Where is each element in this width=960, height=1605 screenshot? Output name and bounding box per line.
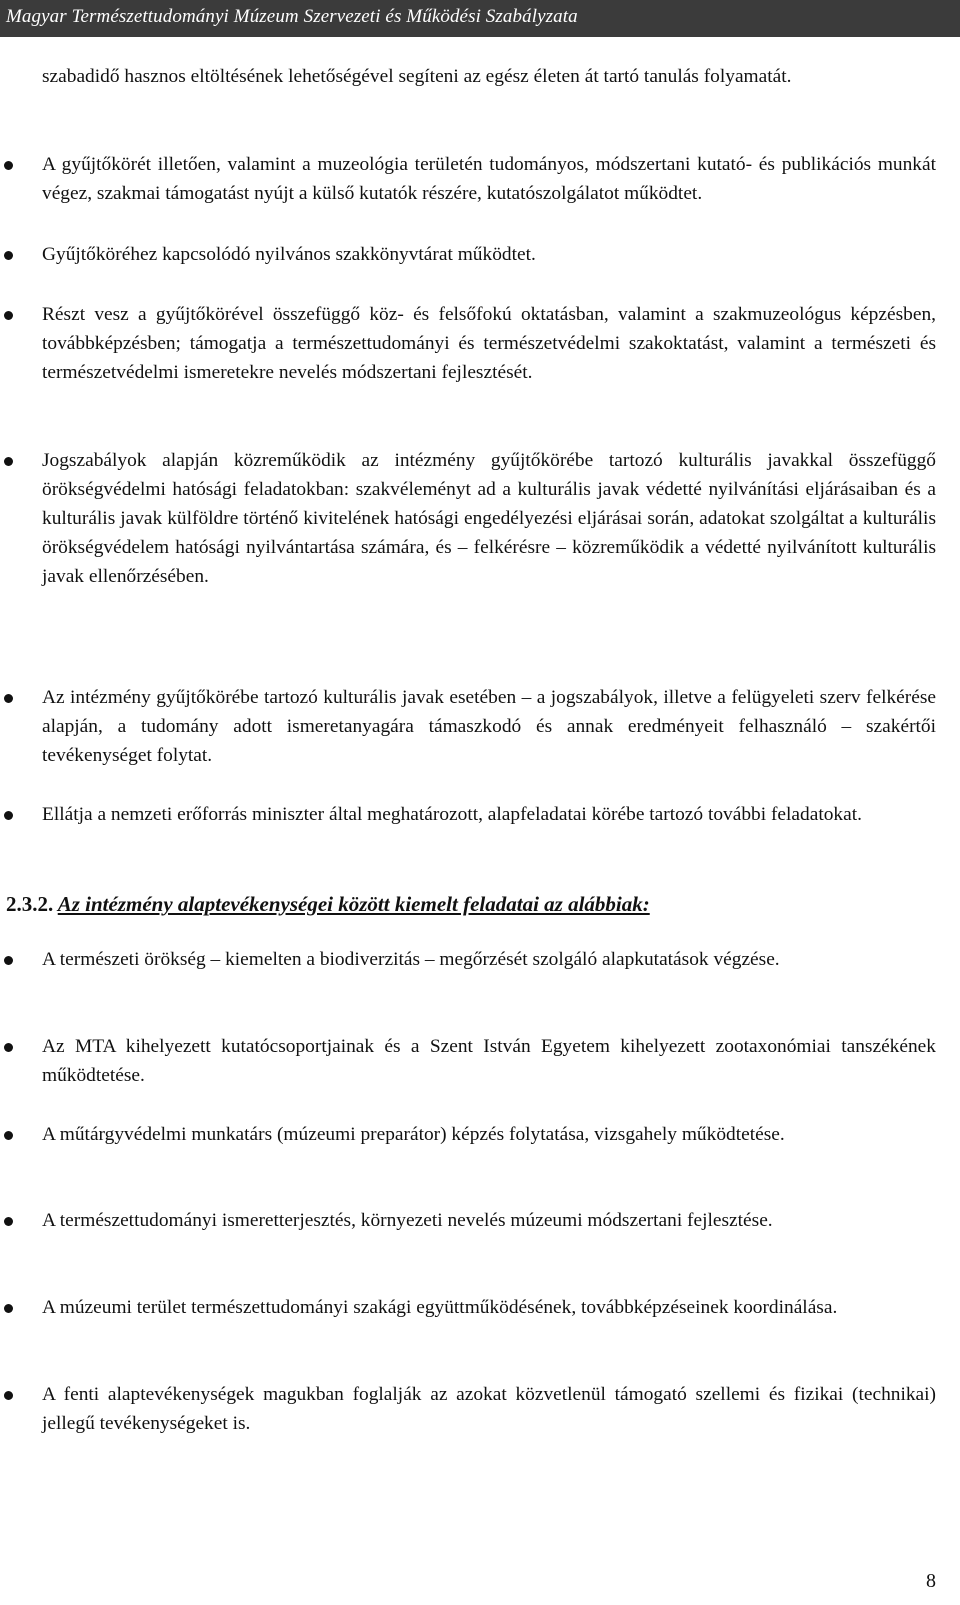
bullet-icon: [4, 457, 13, 466]
section-title: Az intézmény alaptevékenységei között kiemelt feladatai az alábbiak:: [57, 892, 650, 916]
list-item: [42, 1120, 936, 1149]
list-item: [42, 1206, 936, 1235]
priority-tasks-list-6: [42, 1380, 936, 1438]
list-item: [42, 240, 936, 269]
list-item: [42, 446, 936, 591]
bullet-icon: [4, 1391, 13, 1400]
page-number: 8: [926, 1570, 936, 1592]
bullet-icon: [4, 251, 13, 260]
list-item: [42, 1380, 936, 1438]
section-number: 2.3.2.: [6, 892, 54, 916]
priority-tasks-list-3: [42, 1120, 936, 1149]
bullet-icon: [4, 1043, 13, 1052]
section-heading: [6, 889, 936, 919]
list-item-text: A természeti örökség – kiemelten a biodiverzitás – megőrzését szolgáló alapkutatások végzése.: [42, 949, 780, 970]
bullet-icon: [4, 1131, 13, 1140]
list-item: [42, 945, 936, 974]
document-body: [42, 62, 936, 91]
list-item: [42, 800, 936, 829]
list-item-text: Jogszabályok alapján közreműködik az intézmény gyűjtőkörébe tartozó kulturális javakkal összefüggő örökségvédelmi hatósági feladatokban: szakvéleményt ad a kulturális javak védetté nyilvánítási eljárásaiban és a kulturális javak külföldre történő kivitelének hatósági engedélyezési eljárásai során, adatokat szolgáltat a kulturális örökségvédelem hatósági nyilvántartása számára, és – felkérésre – közreműködik a védetté nyilvánított kulturális javak ellenőrzésében.: [42, 450, 936, 587]
document-title: Magyar Természettudományi Múzeum Szervezeti és Működési Szabályzata: [6, 6, 578, 27]
priority-tasks-list: [42, 945, 936, 974]
responsibilities-list-2: [42, 240, 936, 269]
list-item-text: A természettudományi ismeretterjesztés, környezeti nevelés múzeumi módszertani fejlesztése.: [42, 1210, 773, 1231]
responsibilities-list-6: [42, 800, 936, 829]
intro-paragraph: szabadidő hasznos eltöltésének lehetőségével segíteni az egész életen át tartó tanulás folyamatát.: [42, 66, 792, 87]
list-item-text: A gyűjtőkörét illetően, valamint a muzeológia területén tudományos, módszertani kutató- és publikációs munkát végez, szakmai támogatást nyújt a külső kutatók részére, kutatószolgálatot működtet.: [42, 154, 936, 204]
responsibilities-list-3: [42, 300, 936, 387]
bullet-icon: [4, 1304, 13, 1313]
bullet-icon: [4, 311, 13, 320]
bullet-icon: [4, 161, 13, 170]
list-item-text: Gyűjtőköréhez kapcsolódó nyilvános szakkönyvtárat működtet.: [42, 244, 536, 265]
list-item-text: Ellátja a nemzeti erőforrás miniszter által meghatározott, alapfeladatai körébe tartozó további feladatokat.: [42, 804, 862, 825]
list-item-text: A műtárgyvédelmi munkatárs (múzeumi preparátor) képzés folytatása, vizsgahely működtetése.: [42, 1124, 785, 1145]
list-item-text: Az intézmény gyűjtőkörébe tartozó kulturális javak esetében – a jogszabályok, illetve a felügyeleti szerv felkérése alapján, a tudomány adott ismeretanyagára támaszkodó és annak eredményeit felhasználó – szakértői tevékenységet folytat.: [42, 687, 936, 766]
list-item-text: A fenti alaptevékenységek magukban foglalják az azokat közvetlenül támogató szellemi és fizikai (technikai) jellegű tevékenységeket is.: [42, 1384, 936, 1434]
list-item: [42, 1032, 936, 1090]
list-item: [42, 150, 936, 208]
list-item: [42, 300, 936, 387]
list-item: [42, 1293, 936, 1322]
list-item: [42, 683, 936, 770]
list-item-text: Részt vesz a gyűjtőkörével összefüggő köz- és felsőfokú oktatásban, valamint a szakmuzeológus képzésben, továbbképzésben; támogatja a természettudományi és természetvédelmi szakoktatást, valamint a természeti és természetvédelmi ismeretekre nevelés módszertani fejlesztését.: [42, 304, 936, 383]
responsibilities-list-4: [42, 446, 936, 591]
bullet-icon: [4, 956, 13, 965]
responsibilities-list: [42, 150, 936, 208]
bullet-icon: [4, 1217, 13, 1226]
responsibilities-list-5: [42, 683, 936, 770]
priority-tasks-list-2: [42, 1032, 936, 1090]
bullet-icon: [4, 694, 13, 703]
priority-tasks-list-5: [42, 1293, 936, 1322]
list-item-text: Az MTA kihelyezett kutatócsoportjainak és a Szent István Egyetem kihelyezett zootaxonómiai tanszékének működtetése.: [42, 1036, 936, 1086]
document-header: [0, 0, 960, 37]
list-item-text: A múzeumi terület természettudományi szakági együttműködésének, továbbképzéseinek koordinálása.: [42, 1297, 838, 1318]
priority-tasks-list-4: [42, 1206, 936, 1235]
bullet-icon: [4, 811, 13, 820]
